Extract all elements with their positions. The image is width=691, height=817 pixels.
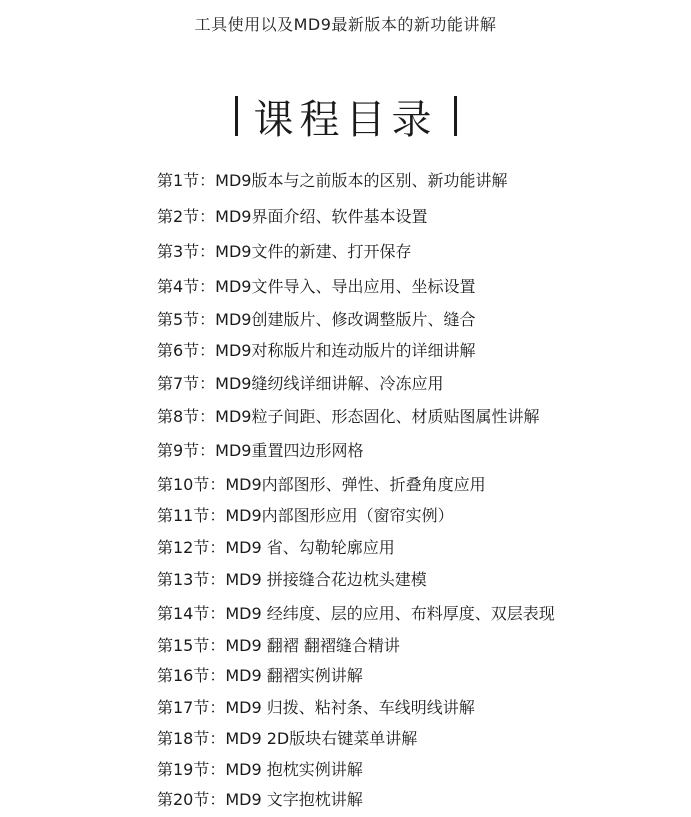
toc-item: 第20节：MD9 文字抱枕讲解: [157, 790, 363, 809]
toc-item: 第5节：MD9创建版片、修改调整版片、缝合: [157, 310, 476, 329]
toc-item: 第16节：MD9 翻褶实例讲解: [157, 666, 363, 685]
toc-item: 第2节：MD9界面介绍、软件基本设置: [157, 207, 428, 226]
toc-item: 第12节：MD9 省、勾勒轮廓应用: [157, 538, 395, 557]
toc-item: 第1节：MD9版本与之前版本的区别、新功能讲解: [157, 171, 508, 190]
toc-item: 第10节：MD9内部图形、弹性、折叠角度应用: [157, 475, 486, 494]
toc-item: 第13节：MD9 拼接缝合花边枕头建模: [157, 570, 427, 589]
toc-item: 第17节：MD9 归拨、粘衬条、车线明线讲解: [157, 698, 475, 717]
toc-item: 第19节：MD9 抱枕实例讲解: [157, 760, 363, 779]
toc-item: 第4节：MD9文件导入、导出应用、坐标设置: [157, 277, 476, 296]
toc-item: 第18节：MD9 2D版块右键菜单讲解: [157, 729, 418, 748]
heading-right-bar: [454, 96, 457, 136]
toc-item: 第14节：MD9 经纬度、层的应用、布料厚度、双层表现: [157, 604, 555, 623]
heading-left-bar: [235, 96, 238, 136]
page-title: 课程目录: [253, 96, 438, 143]
toc-item: 第15节：MD9 翻褶 翻褶缝合精讲: [157, 636, 400, 655]
toc-item: 第9节：MD9重置四边形网格: [157, 441, 364, 460]
toc-heading: [0, 88, 691, 144]
toc-item: 第6节：MD9对称版片和连动版片的详细讲解: [157, 341, 476, 360]
toc-item: 第8节：MD9粒子间距、形态固化、材质贴图属性讲解: [157, 407, 540, 426]
toc-item: 第11节：MD9内部图形应用（窗帘实例）: [157, 506, 454, 525]
toc-item: 第3节：MD9文件的新建、打开保存: [157, 242, 412, 261]
toc-item: 第7节：MD9缝纫线详细讲解、冷冻应用: [157, 374, 444, 393]
course-subtitle: 工具使用以及MD9最新版本的新功能讲解: [194, 15, 497, 34]
